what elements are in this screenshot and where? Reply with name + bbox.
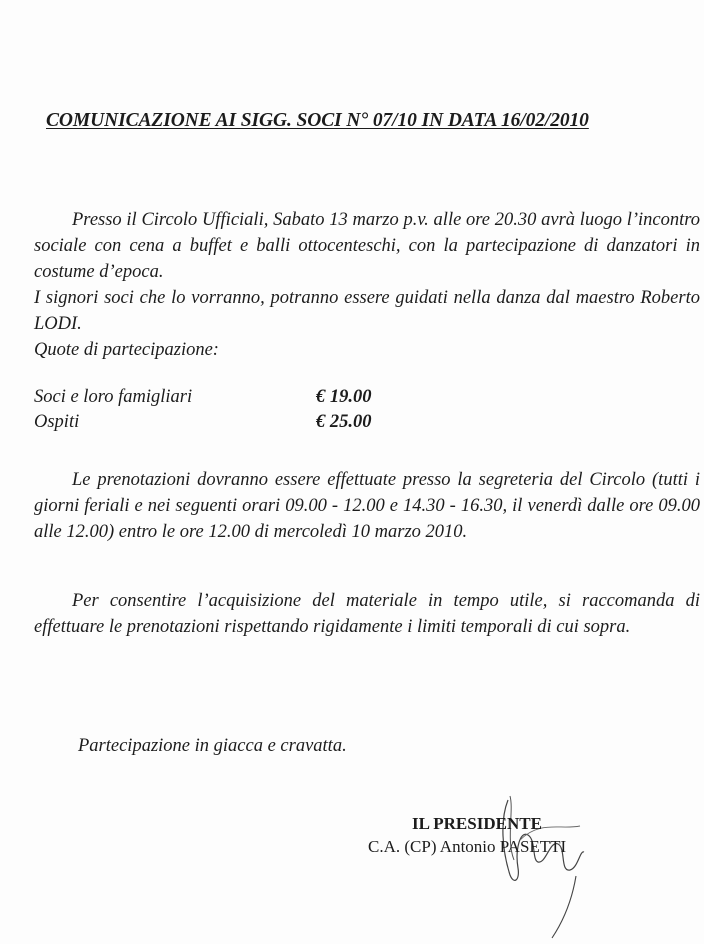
fees-heading: Quote di partecipazione: <box>34 340 219 360</box>
booking-paragraph: Le prenotazioni dovranno essere effettuate presso la segreteria del Circolo (tutti i giorni feriali e nei seguenti orari 09.00 - 12.00 e 14.30 - 16.30, il venerdì dalle ore 09.00 alle 12.00) entro le ore 12.00 di mercoledì 10 marzo 2010. <box>34 470 700 542</box>
signatory-name: C.A. (CP) Antonio PASETTI <box>368 837 567 856</box>
intro-section <box>34 207 700 363</box>
intro-paragraph: Presso il Circolo Ufficiali, Sabato 13 marzo p.v. alle ore 20.30 avrà luogo l’incontro sociale con cena a buffet e balli ottocenteschi, con la partecipazione di danzatori in costume d’epoca. <box>34 210 700 282</box>
fee-amount: € 19.00 <box>316 387 372 407</box>
fee-row-guests <box>34 410 454 435</box>
guidance-paragraph: I signori soci che lo vorranno, potranno essere guidati nella danza dal maestro Roberto LODI. <box>34 288 700 334</box>
signatory-title: IL PRESIDENTE <box>412 814 542 833</box>
fees-table <box>34 385 454 435</box>
fee-label: Soci e loro famigliari <box>34 387 193 407</box>
handwritten-signature <box>480 780 600 940</box>
fee-row-members <box>34 385 454 410</box>
notice-paragraph: Per consentire l’acquisizione del materiale in tempo utile, si raccomanda di effettuare le prenotazioni rispettando rigidamente i limiti temporali di cui sopra. <box>34 591 700 637</box>
fee-label: Ospiti <box>34 412 80 432</box>
fee-amount: € 25.00 <box>316 412 372 432</box>
dress-code: Partecipazione in giacca e cravatta. <box>78 736 347 756</box>
document-title: COMUNICAZIONE AI SIGG. SOCI N° 07/10 IN DATA 16/02/2010 <box>46 110 589 131</box>
